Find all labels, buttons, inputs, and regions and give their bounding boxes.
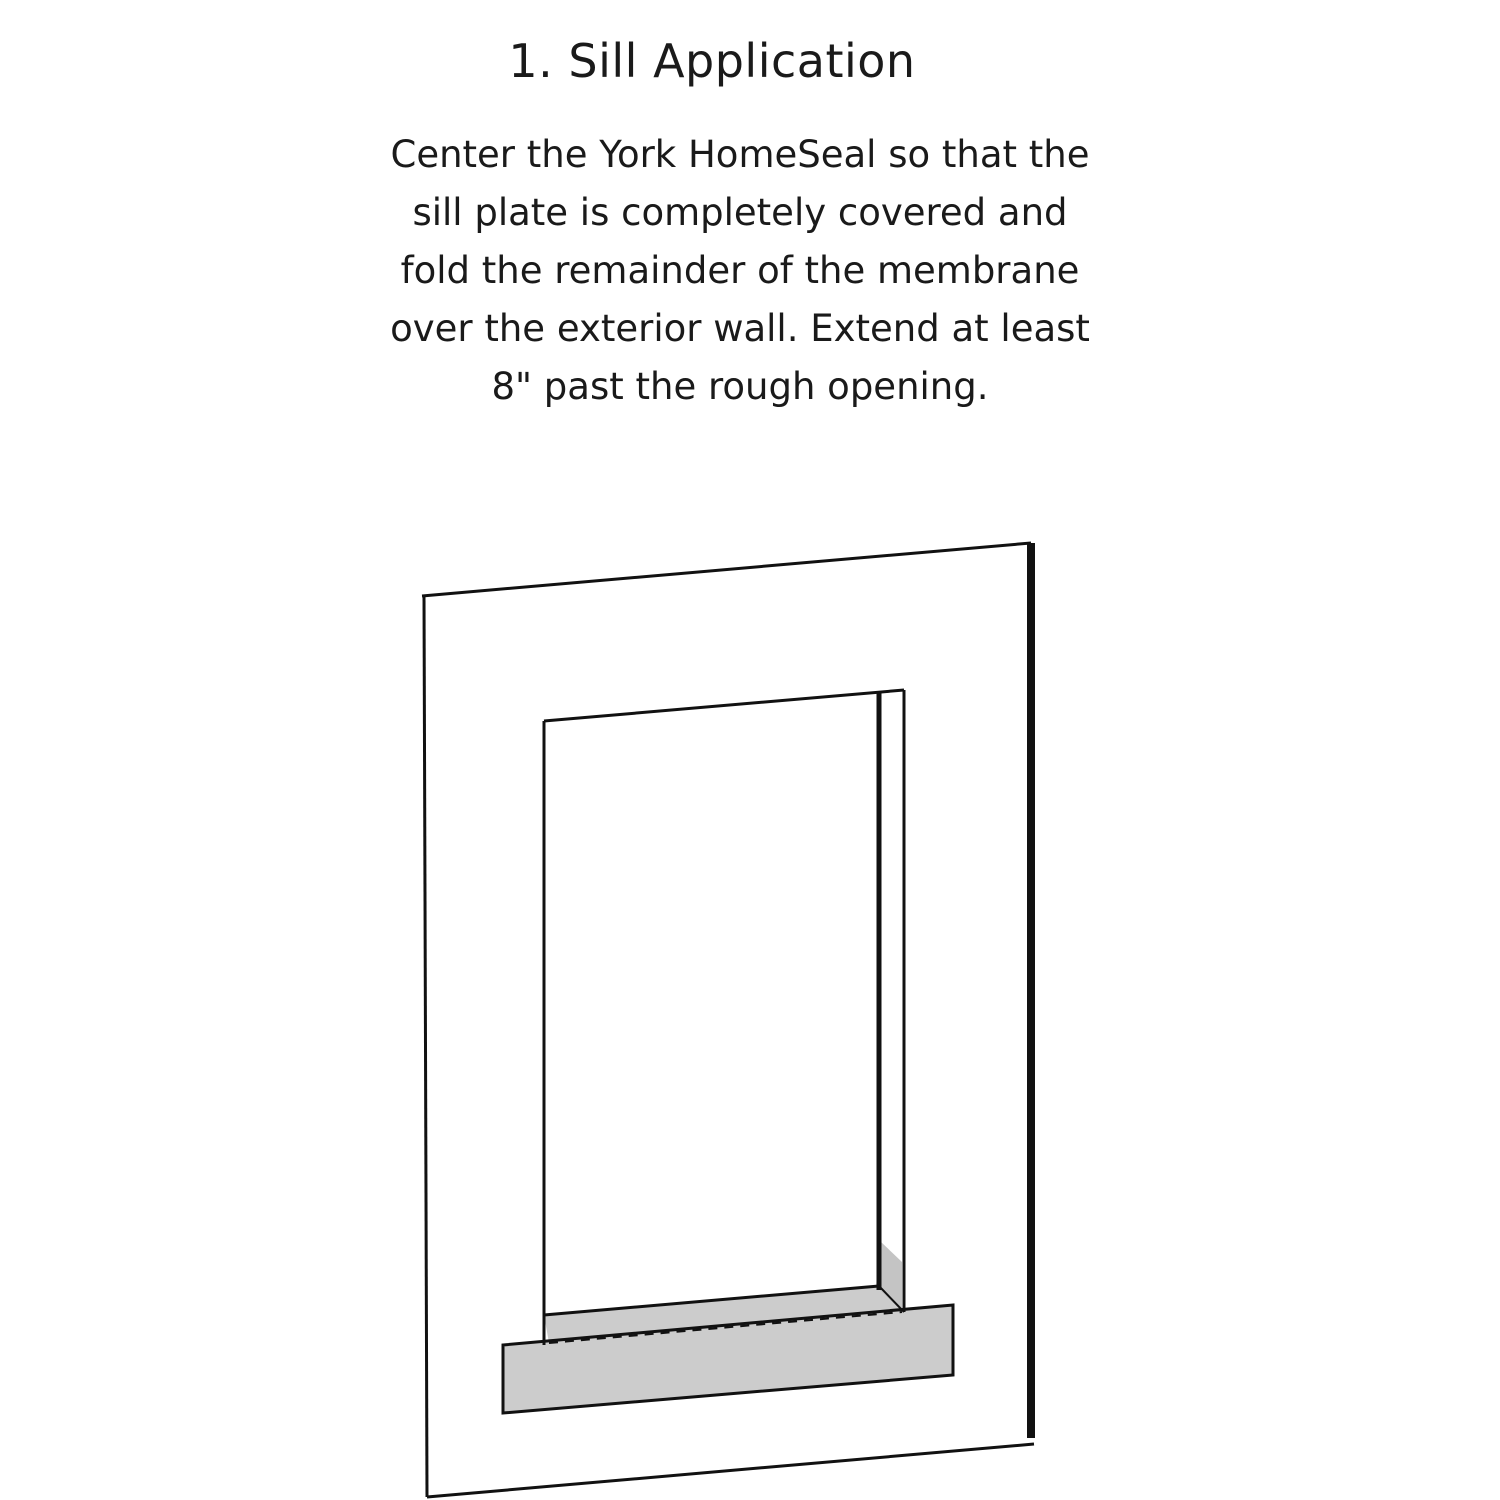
opening-head	[544, 690, 904, 721]
rough-opening	[544, 690, 904, 1345]
wall-left-edge	[424, 596, 427, 1497]
step-title: 1. Sill Application	[508, 34, 916, 88]
step-instructions: Center the York HomeSeal so that the sill plate is completely covered and fold the remainder of the membrane over the exterior wall. Extend at least 8" past the rough opening.	[390, 133, 1090, 408]
wall-top-edge	[422, 543, 1031, 596]
wall-bottom-edge	[427, 1444, 1034, 1497]
